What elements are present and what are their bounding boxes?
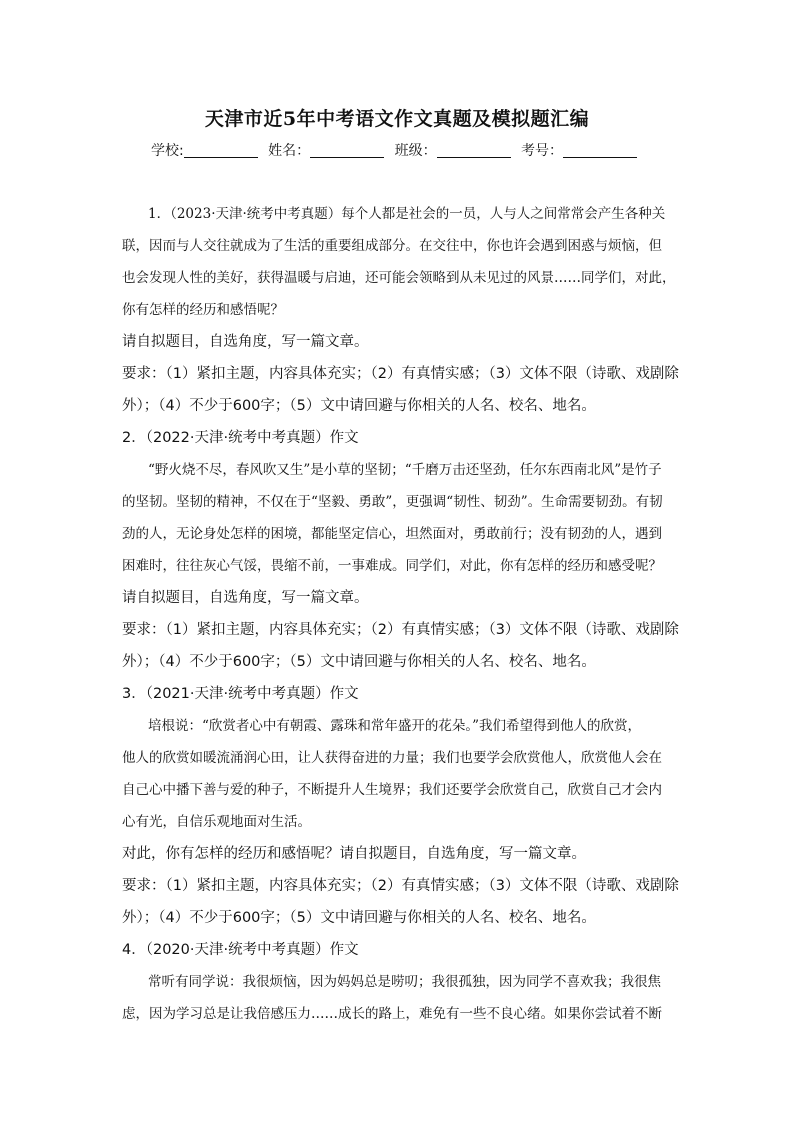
body-text-line: 也会发现人性的美好，获得温暖与启迪，还可能会领略到从未见过的风景……同学们，对此， <box>122 270 676 286</box>
body-text-line: 虑，因为学习总是让我倍感压力……成长的路上，难免有一些不良心绪。如果你尝试着不断 <box>122 1006 662 1022</box>
body-text-line: 心有光，自信乐观地面对生活。 <box>122 814 311 830</box>
body-text-line: 要求：（1）紧扣主题，内容具体充实；（2）有真情实感；（3）文体不限（诗歌、戏剧除 <box>122 878 679 894</box>
school-blank[interactable] <box>184 143 258 158</box>
body-text-line: 你有怎样的经历和感悟呢？ <box>122 302 284 318</box>
body-text-line: 自己心中播下善与爱的种子，不断提升人生境界；我们还要学会欣赏自己，欣赏自己才会内 <box>122 782 662 798</box>
body-text-line: 4．（2020·天津·统考中考真题）作文 <box>122 942 359 958</box>
body-text-line: 劲的人，无论身处怎样的困境，都能坚定信心，坦然面对，勇敢前行；没有韧劲的人，遇到 <box>122 526 662 542</box>
body-text-line: 1．（2023·天津·统考中考真题）每个人都是社会的一员，人与人之间常常会产生各种关 <box>148 206 666 222</box>
school-label: 学校: <box>150 143 184 159</box>
body-text-line: 他人的欣赏如暖流涌润心田，让人获得奋进的力量；我们也要学会欣赏他人，欣赏他人会在 <box>122 750 662 766</box>
body-text-line: 3．（2021·天津·统考中考真题）作文 <box>122 686 359 702</box>
body-text-line: 外）；（4）不少于600字；（5）文中请回避与你相关的人名、校名、地名。 <box>122 910 596 926</box>
body-text-line: 的坚韧。坚韧的精神，不仅在于“坚毅、勇敢”，更强调“韧性、韧劲”。生命需要韧劲。有韧 <box>122 494 663 510</box>
body-text-line: 外）；（4）不少于600字；（5）文中请回避与你相关的人名、校名、地名。 <box>122 398 596 414</box>
class-label: 班级： <box>394 143 437 159</box>
student-info-line <box>0 140 794 160</box>
body-text-line: 对此，你有怎样的经历和感悟呢？请自拟题目，自选角度，写一篇文章。 <box>122 846 586 862</box>
body-text-line: “野火烧不尽，春风吹又生”是小草的坚韧；“千磨万击还坚劲，任尔东西南北风”是竹子 <box>148 462 662 478</box>
body-text-line: 要求：（1）紧扣主题，内容具体充实；（2）有真情实感；（3）文体不限（诗歌、戏剧除 <box>122 622 679 638</box>
document-title: 天津市近5年中考语文作文真题及模拟题汇编 <box>204 108 590 130</box>
exam-number-blank[interactable] <box>563 143 637 158</box>
body-text-line: 请自拟题目，自选角度，写一篇文章。 <box>122 334 369 350</box>
name-blank[interactable] <box>310 143 384 158</box>
exam-number-label: 考号： <box>521 143 564 159</box>
body-text-line: 困难时，往往灰心气馁，畏缩不前，一事难成。同学们，对此，你有怎样的经历和感受呢？ <box>122 558 662 574</box>
class-blank[interactable] <box>437 143 511 158</box>
body-text-line: 2．（2022·天津·统考中考真题）作文 <box>122 430 359 446</box>
body-text-line: 外）；（4）不少于600字；（5）文中请回避与你相关的人名、校名、地名。 <box>122 654 596 670</box>
document-body <box>122 198 682 1030</box>
body-text-line: 联，因而与人交往就成为了生活的重要组成部分。在交往中，你也许会遇到困惑与烦恼，但 <box>122 238 662 254</box>
name-label: 姓名： <box>268 143 311 159</box>
body-text-line: 培根说：“欣赏者心中有朝霞、露珠和常年盛开的花朵。”我们希望得到他人的欣赏， <box>148 718 642 734</box>
body-text-line: 要求：（1）紧扣主题，内容具体充实；（2）有真情实感；（3）文体不限（诗歌、戏剧除 <box>122 366 679 382</box>
body-text-line: 请自拟题目，自选角度，写一篇文章。 <box>122 590 369 606</box>
body-text-line: 常听有同学说：我很烦恼，因为妈妈总是唠叨；我很孤独，因为同学不喜欢我；我很焦 <box>148 974 661 990</box>
